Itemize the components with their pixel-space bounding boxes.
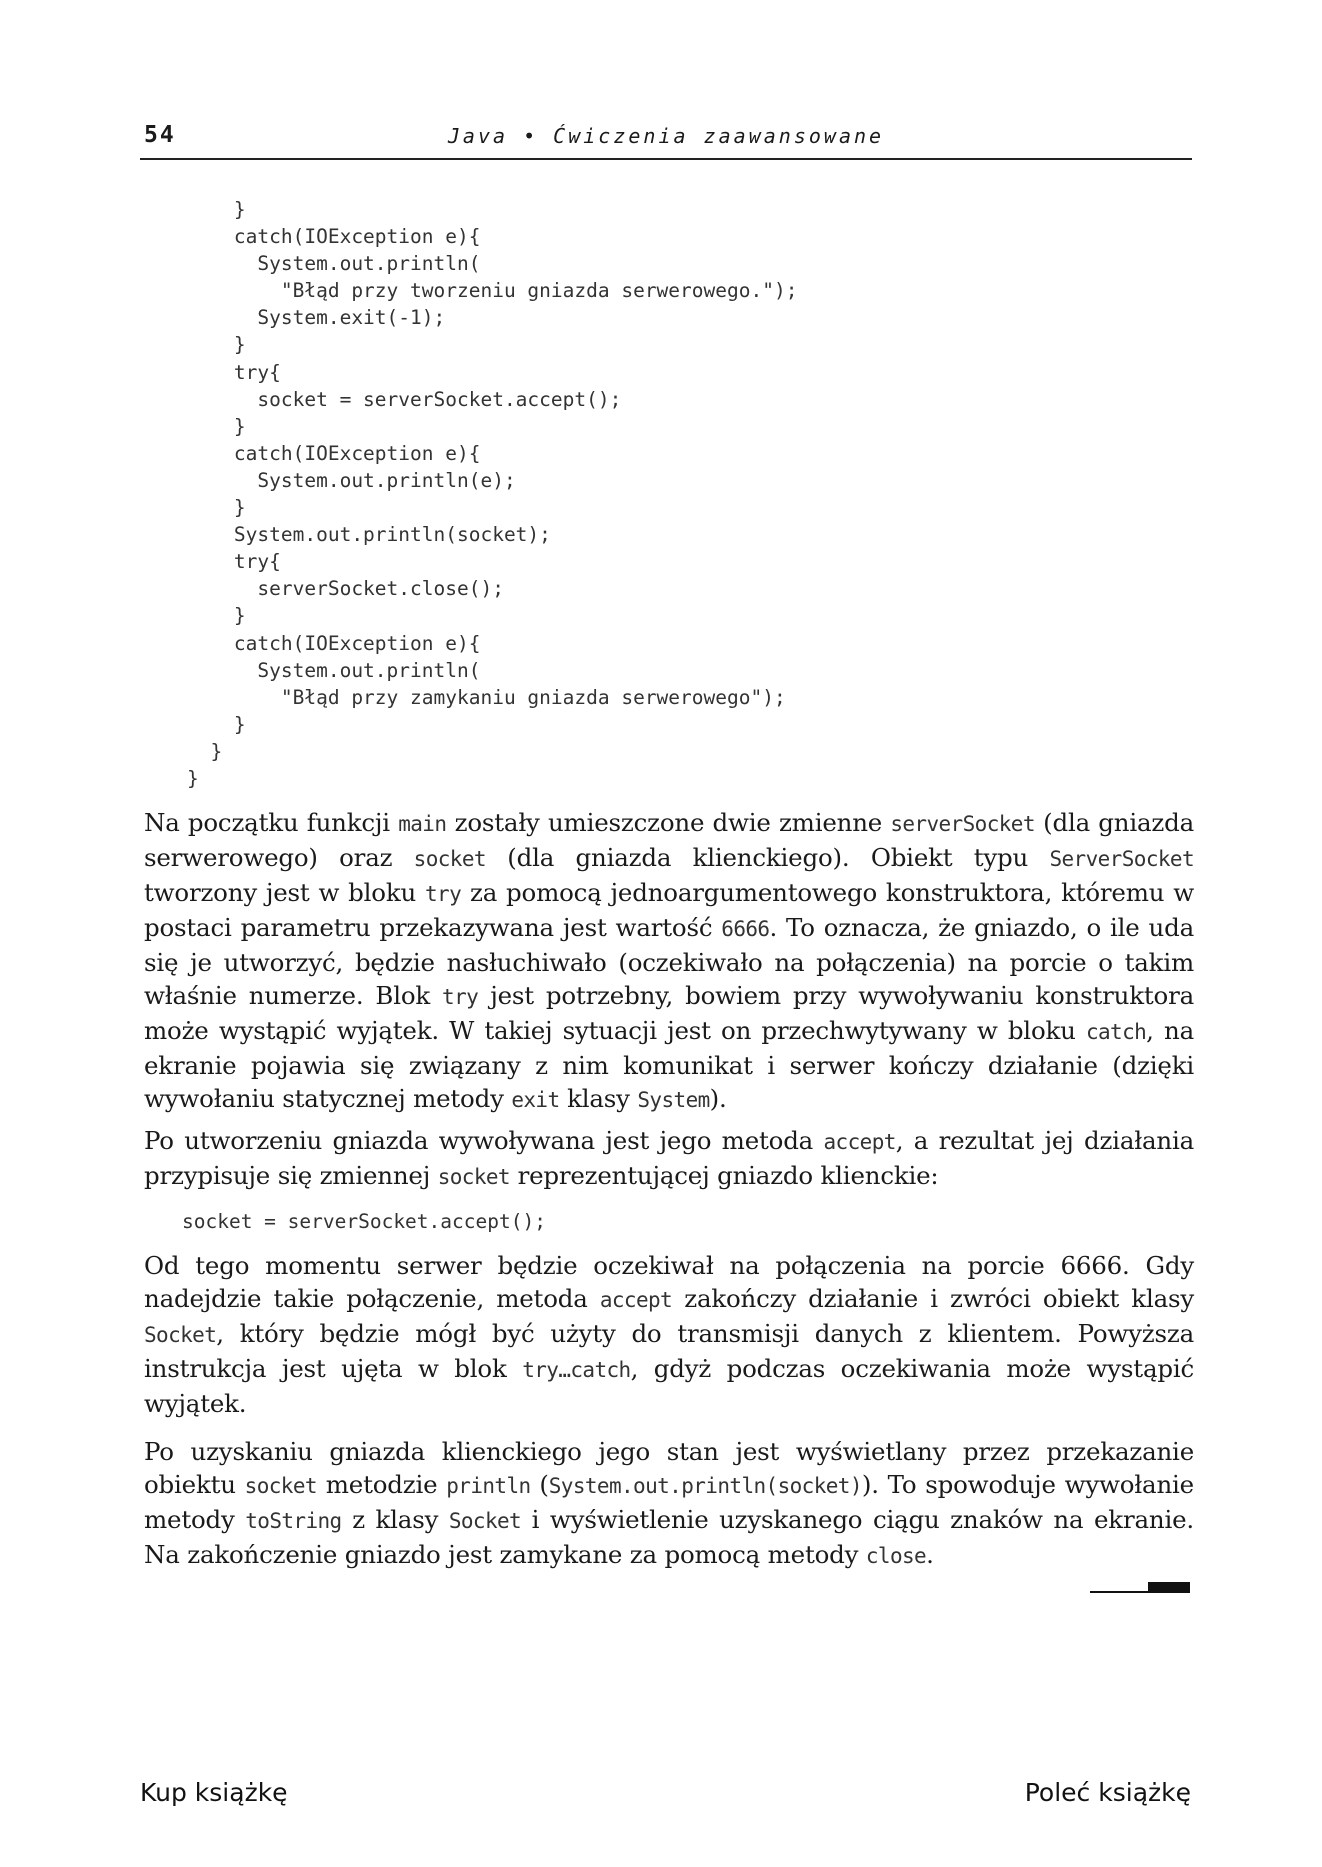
paragraph-waiting-connection: Od tego momentu serwer będzie oczekiwał na połączenia na porcie 6666. Gdy nadejdzie takie połączenie, metoda accept zakończy działanie i zwróci obiekt klasy Socket, który będzie mógł być użyty do transmisji danych z klientem. Powyższa instrukcja jest ujęta w blok try…catch, gdyż podczas oczekiwania może wystąpić wyjątek. [144, 1251, 1194, 1418]
page-number: 54 [144, 122, 176, 148]
inline-code: socket [413, 847, 486, 871]
code-line-accept: socket = serverSocket.accept(); [182, 1210, 546, 1233]
inline-code: 6666 [721, 917, 770, 941]
paragraph-client-socket-state: Po uzyskaniu gniazda klienckiego jego stan jest wyświetlany przez przekazanie obiektu socket metodzie println (System.out.println(socket)). To spowoduje wywołanie metody toString z klasy Socket i wyświetlenie uzyskanego ciągu znaków na ekranie. Na zakończenie gniazdo jest zamykane za pomocą metody close. [144, 1437, 1194, 1569]
page-header [140, 122, 1192, 160]
paragraph-main-function: Na początku funkcji main zostały umieszczone dwie zmienne serverSocket (dla gniazda serwerowego) oraz socket (dla gniazda klienckiego). Obiekt typu ServerSocket tworzony jest w bloku try za pomocą jednoargumentowego konstruktora, któremu w postaci parametru przekazywana jest wartość 6666. To oznacza, że gniazdo, o ile uda się je utworzyć, będzie nasłuchiwało (oczekiwało na połączenia) na porcie o takim właśnie numerze. Blok try jest potrzebny, bowiem przy wywoływaniu konstruktora może wystąpić wyjątek. W takiej sytuacji jest on przechwytywany w bloku catch, na ekranie pojawia się związany z nim komunikat i serwer kończy działanie (dzięki wywołaniu statycznej metody exit klasy System). [144, 808, 1195, 1113]
inline-code: catch [1085, 1020, 1147, 1044]
inline-code: Socket [448, 1509, 522, 1533]
inline-code: main [398, 812, 447, 836]
inline-code: exit [511, 1088, 560, 1112]
inline-code: close [865, 1544, 927, 1568]
inline-code: socket [437, 1165, 510, 1189]
inline-code: try [442, 985, 479, 1009]
buy-book-link[interactable]: Kup książkę [140, 1778, 288, 1807]
inline-code: toString [245, 1509, 342, 1533]
inline-code: ServerSocket [1049, 847, 1194, 871]
section-end-mark [1090, 1582, 1190, 1594]
running-title: Java • Ćwiczenia zaawansowane [447, 124, 885, 148]
inline-code: try [424, 882, 462, 906]
inline-code: socket [244, 1474, 317, 1498]
inline-code: serverSocket [890, 812, 1035, 836]
code-listing: } catch(IOException e){ System.out.println( "Błąd przy tworzeniu gniazda serwerowego."); System.exit(-1); } try{ socket = serverSocket.accept(); } catch(IOException e){ System.out.println(e); } System.out.println(socket); try{ serverSocket.close(); } catch(IOException e){ System.out.println( "Błąd przy zamykaniu gniazda serwerowego"); } } } [186, 198, 798, 790]
recommend-book-link[interactable]: Poleć książkę [1024, 1778, 1191, 1807]
inline-code: System [637, 1088, 710, 1112]
inline-code: accept [823, 1130, 896, 1154]
inline-code: try…catch [522, 1358, 631, 1382]
inline-code: Socket [144, 1323, 217, 1347]
paragraph-accept-method: Po utworzeniu gniazda wywoływana jest jego metoda accept, a rezultat jej działania przypisuje się zmiennej socket reprezentującej gniazdo klienckie: [144, 1126, 1194, 1190]
inline-code: accept [599, 1288, 673, 1312]
inline-code: println [446, 1474, 531, 1498]
inline-code: System.out.println(socket) [548, 1474, 862, 1498]
